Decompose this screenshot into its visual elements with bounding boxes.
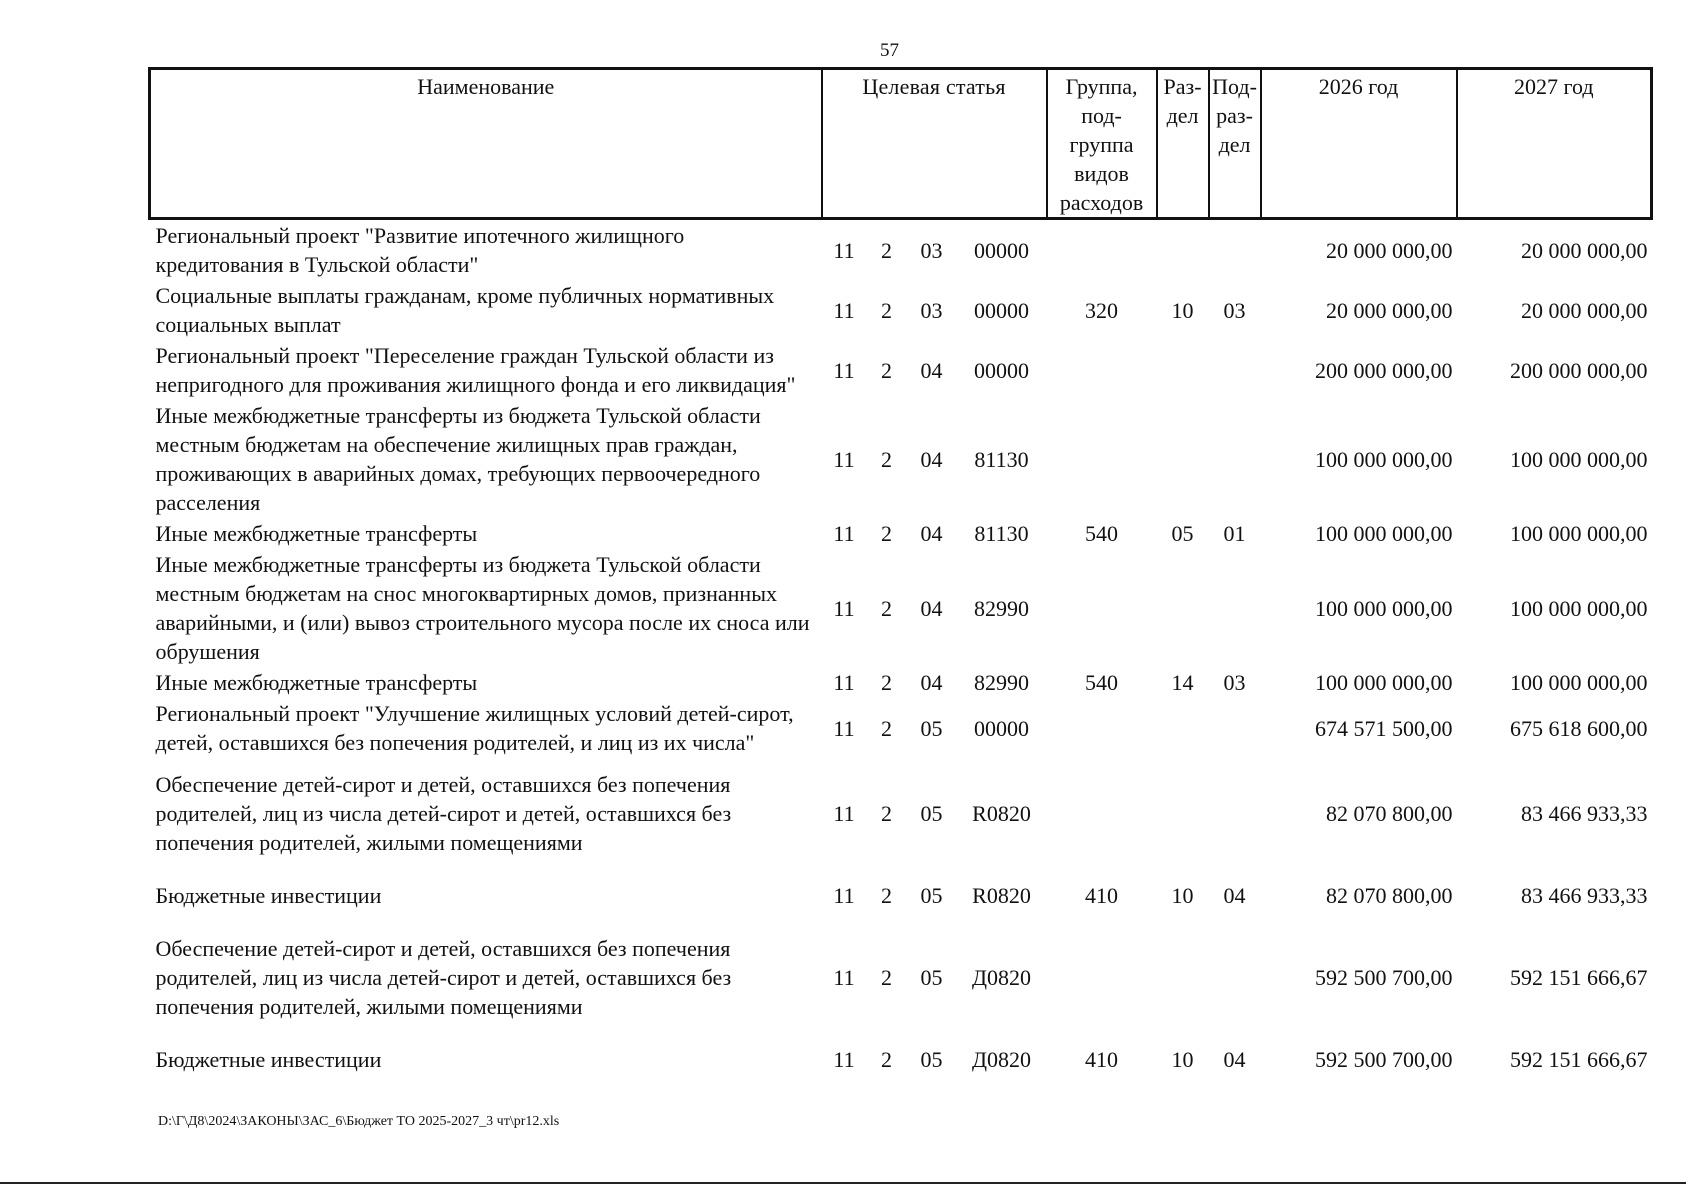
table-row xyxy=(150,758,1652,869)
row-name: Иные межбюджетные трансферты xyxy=(155,521,478,546)
amount-2026: 592 500 700,00 xyxy=(1315,1047,1453,1072)
subsection: 01 xyxy=(1223,521,1246,546)
amount-2027: 200 000 000,00 xyxy=(1510,357,1648,383)
expense-group: 320 xyxy=(1085,297,1119,323)
target-program: 11 xyxy=(833,237,855,263)
expense-group xyxy=(1047,758,1157,869)
target-subprogram: 2 xyxy=(881,801,892,826)
target-event: 05 xyxy=(920,965,943,990)
target-subprogram: 2 xyxy=(881,595,892,621)
target-subprogram: 2 xyxy=(881,237,892,263)
section: 10 xyxy=(1171,297,1194,323)
amount-2026: 674 571 500,00 xyxy=(1315,715,1453,741)
expense-group: 540 xyxy=(1085,670,1119,695)
section: 10 xyxy=(1171,883,1194,908)
target-event: 03 xyxy=(920,237,943,263)
target-subprogram: 2 xyxy=(881,297,892,323)
amount-2026: 100 000 000,00 xyxy=(1315,670,1453,695)
target-program: 11 xyxy=(833,965,855,990)
amount-2027: 100 000 000,00 xyxy=(1510,595,1648,621)
header-target-article: Целевая статья xyxy=(822,69,1047,219)
target-direction: R0820 xyxy=(972,801,1031,826)
table-row xyxy=(150,869,1652,922)
amount-2026: 100 000 000,00 xyxy=(1315,595,1453,621)
table-body xyxy=(150,219,1652,1087)
amount-2027: 592 151 666,67 xyxy=(1510,965,1648,990)
expense-group: 410 xyxy=(1085,1047,1119,1072)
header-section: Раз-дел xyxy=(1157,69,1209,219)
section xyxy=(1157,758,1209,869)
expense-group: 540 xyxy=(1085,521,1119,546)
row-name: Социальные выплаты гражданам, кроме публичных нормативных социальных выплат xyxy=(155,283,775,337)
target-subprogram: 2 xyxy=(881,965,892,990)
section: 14 xyxy=(1171,670,1194,695)
table-row xyxy=(150,667,1652,698)
target-event: 05 xyxy=(920,1047,943,1072)
target-direction: 00000 xyxy=(974,237,1030,263)
amount-2026: 82 070 800,00 xyxy=(1326,883,1453,908)
target-program: 11 xyxy=(833,801,855,826)
header-expense-group: Группа, под-группа видов расходов xyxy=(1047,69,1157,219)
target-program: 11 xyxy=(833,297,855,323)
subsection xyxy=(1209,340,1261,400)
header-name: Наименование xyxy=(150,69,822,219)
amount-2027: 100 000 000,00 xyxy=(1510,670,1648,695)
table-row xyxy=(150,219,1652,281)
budget-table xyxy=(148,67,1653,1086)
section: 10 xyxy=(1171,1047,1194,1072)
target-direction: 81130 xyxy=(974,521,1029,546)
table-row xyxy=(150,340,1652,400)
target-subprogram: 2 xyxy=(881,715,892,741)
target-event: 04 xyxy=(920,521,943,546)
row-name: Иные межбюджетные трансферты из бюджета Тульской области местным бюджетам на снос многоквартирных домов, признанных аварийными, и (или) вывоз строительного мусора после их сноса или обрушения xyxy=(155,552,810,664)
target-event: 03 xyxy=(920,297,943,323)
target-direction: 00000 xyxy=(974,715,1030,741)
section xyxy=(1157,400,1209,518)
target-direction: 00000 xyxy=(974,357,1030,383)
target-event: 05 xyxy=(920,715,943,741)
target-subprogram: 2 xyxy=(881,521,892,546)
table-row xyxy=(150,280,1652,340)
amount-2027: 100 000 000,00 xyxy=(1510,521,1648,546)
target-direction: 00000 xyxy=(974,297,1030,323)
target-program: 11 xyxy=(833,595,855,621)
target-direction: 82990 xyxy=(974,670,1030,695)
subsection xyxy=(1209,400,1261,518)
amount-2026: 100 000 000,00 xyxy=(1315,521,1453,546)
target-program: 11 xyxy=(833,521,855,546)
target-event: 04 xyxy=(920,670,943,695)
target-direction: Д0820 xyxy=(972,1047,1032,1072)
row-name: Региональный проект "Переселение граждан Тульской области из непригодного для проживания жилищного фонда и его ликвидация" xyxy=(155,343,796,397)
row-name: Иные межбюджетные трансферты из бюджета Тульской области местным бюджетам на обеспечение жилищных прав граждан, проживающих в аварийных домах, требующих первоочередного расселения xyxy=(155,403,761,515)
target-event: 04 xyxy=(920,357,943,383)
target-program: 11 xyxy=(833,883,855,908)
target-event: 05 xyxy=(920,801,943,826)
subsection xyxy=(1209,219,1261,281)
amount-2026: 100 000 000,00 xyxy=(1315,446,1453,472)
amount-2026: 592 500 700,00 xyxy=(1315,965,1453,990)
row-name: Иные межбюджетные трансферты xyxy=(155,670,478,695)
target-subprogram: 2 xyxy=(881,446,892,472)
table-row xyxy=(150,518,1652,549)
header-row xyxy=(150,69,1652,219)
target-direction: 81130 xyxy=(974,446,1029,472)
amount-2026: 20 000 000,00 xyxy=(1326,297,1453,323)
target-subprogram: 2 xyxy=(881,883,892,908)
page-number: 57 xyxy=(880,40,899,61)
section xyxy=(1157,698,1209,758)
subsection: 03 xyxy=(1223,297,1246,323)
target-program: 11 xyxy=(833,715,855,741)
target-subprogram: 2 xyxy=(881,670,892,695)
target-direction: 82990 xyxy=(974,595,1030,621)
target-direction: R0820 xyxy=(972,883,1031,908)
target-subprogram: 2 xyxy=(881,1047,892,1072)
amount-2027: 20 000 000,00 xyxy=(1521,237,1648,263)
table-row xyxy=(150,400,1652,518)
amount-2027: 83 466 933,33 xyxy=(1521,801,1648,826)
header-year-2026: 2026 год xyxy=(1261,69,1457,219)
target-direction: Д0820 xyxy=(972,965,1032,990)
bottom-rule xyxy=(0,1182,1686,1184)
row-name: Бюджетные инвестиции xyxy=(155,883,382,908)
subsection xyxy=(1209,549,1261,667)
table-row xyxy=(150,922,1652,1033)
amount-2026: 20 000 000,00 xyxy=(1326,237,1453,263)
subsection: 04 xyxy=(1223,883,1246,908)
amount-2026: 82 070 800,00 xyxy=(1326,801,1453,826)
row-name: Обеспечение детей-сирот и детей, оставшихся без попечения родителей, лиц из числа детей-сирот и детей, оставшихся без попечения родителей, жилыми помещениями xyxy=(155,936,732,1019)
row-name: Региональный проект "Развитие ипотечного жилищного кредитования в Тульской области" xyxy=(155,223,685,277)
section xyxy=(1157,922,1209,1033)
target-subprogram: 2 xyxy=(881,357,892,383)
header-subsection: Под-раз-дел xyxy=(1209,69,1261,219)
header-year-2027: 2027 год xyxy=(1457,69,1652,219)
section: 05 xyxy=(1171,521,1194,546)
expense-group xyxy=(1047,400,1157,518)
amount-2027: 83 466 933,33 xyxy=(1521,883,1648,908)
section xyxy=(1157,219,1209,281)
target-program: 11 xyxy=(833,1047,855,1072)
amount-2027: 100 000 000,00 xyxy=(1510,446,1648,472)
expense-group: 410 xyxy=(1085,883,1119,908)
amount-2027: 592 151 666,67 xyxy=(1510,1047,1648,1072)
table-row xyxy=(150,549,1652,667)
subsection: 04 xyxy=(1223,1047,1246,1072)
table-row xyxy=(150,698,1652,758)
target-event: 04 xyxy=(920,595,943,621)
target-program: 11 xyxy=(833,357,855,383)
subsection xyxy=(1209,758,1261,869)
section xyxy=(1157,549,1209,667)
row-name: Обеспечение детей-сирот и детей, оставшихся без попечения родителей, лиц из числа детей-сирот и детей, оставшихся без попечения родителей, жилыми помещениями xyxy=(155,772,732,855)
expense-group xyxy=(1047,549,1157,667)
target-program: 11 xyxy=(833,446,855,472)
target-event: 04 xyxy=(920,446,943,472)
expense-group xyxy=(1047,922,1157,1033)
amount-2027: 675 618 600,00 xyxy=(1510,715,1648,741)
section xyxy=(1157,340,1209,400)
expense-group xyxy=(1047,219,1157,281)
footer-file-path: D:\Г\Д8\2024\ЗАКОНЫ\ЗАС_6\Бюджет ТО 2025-2027_3 чт\pr12.xls xyxy=(158,1114,560,1129)
amount-2026: 200 000 000,00 xyxy=(1315,357,1453,383)
subsection xyxy=(1209,922,1261,1033)
target-event: 05 xyxy=(920,883,943,908)
target-program: 11 xyxy=(833,670,855,695)
row-name: Региональный проект "Улучшение жилищных условий детей-сирот, детей, оставшихся без попечения родителей, и лиц из их числа" xyxy=(155,701,794,755)
row-name: Бюджетные инвестиции xyxy=(155,1047,382,1072)
amount-2027: 20 000 000,00 xyxy=(1521,297,1648,323)
table-row xyxy=(150,1033,1652,1086)
expense-group xyxy=(1047,698,1157,758)
subsection xyxy=(1209,698,1261,758)
subsection: 03 xyxy=(1223,670,1246,695)
expense-group xyxy=(1047,340,1157,400)
